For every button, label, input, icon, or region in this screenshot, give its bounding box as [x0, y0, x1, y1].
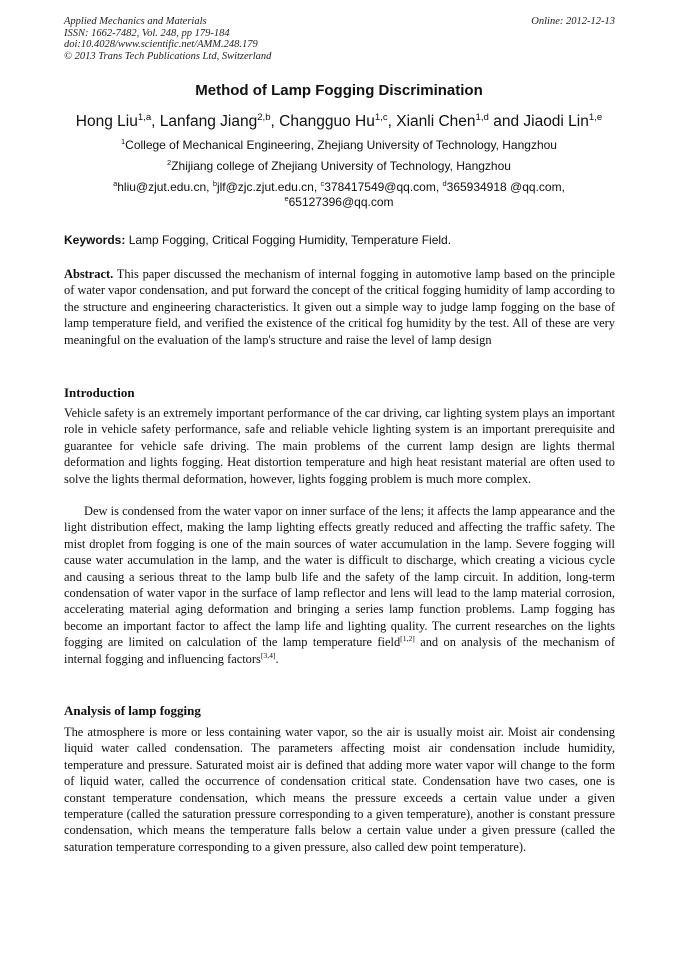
affiliation-mark: 2: [167, 158, 172, 167]
keywords: [64, 233, 615, 247]
analysis-paragraph-1: The atmosphere is more or less containing water vapor, so the air is usually moist air. Moist air condensing liquid water called condensation. The parameters affecting moist air condensation include humidity, temperature and pressure. Saturated moist air is defined that adding more water vapor will change to the form of liquid water, called the occurrence of condensation critical state. Condensation have two cases, one is constant temperature condensation, which means the pressure exceeds a certain value under a given temperature (called the saturation pressure corresponding to a given temperature), another is constant pressure condensation, which means the temperature falls below a certain value under a given pressure (called the saturation temperature corresponding to a given pressure, also called dew point temperature).: [64, 725, 615, 854]
email-c[interactable]: 378417549@qq.com,: [324, 180, 443, 194]
email-b[interactable]: jlf@zjc.zjut.edu.cn,: [216, 180, 321, 194]
affiliation-1: [0, 138, 678, 152]
affiliation-text: Zhijiang college of Zhejiang University of Technology, Hangzhou: [171, 159, 511, 173]
intro-paragraph-2-text: and on analysis of the mechanism of internal fogging and influencing factors: [64, 635, 615, 666]
section-heading-analysis: Analysis of lamp fogging: [64, 703, 201, 718]
author-name: Hong Liu: [75, 113, 138, 130]
author-name: Changguo Hu: [279, 113, 375, 130]
email-d[interactable]: 365934918 @qq.com,: [446, 180, 565, 194]
author-list: [0, 113, 678, 131]
author-separator: ,: [387, 113, 397, 130]
affiliation-text: College of Mechanical Engineering, Zhejiang University of Technology, Hangzhou: [125, 138, 557, 152]
keywords-label: Keywords:: [64, 233, 126, 247]
author-name: Xianli Chen: [396, 113, 476, 130]
author-name: Jiaodi Lin: [523, 113, 589, 130]
paper-title: Method of Lamp Fogging Discrimination: [195, 82, 483, 99]
abstract-text: This paper discussed the mechanism of internal fogging in automotive lamp based on the principle of water vapor condensation, and put forward the concept of the critical fogging humidity of lamp according to the structure and engineering characteristics. It given out a simple way to judge lamp fogging on the base of lamp temperature field, and verified the existence of the critical fog humidity by the test. All of these are very meaningful on the evaluation of the lamp's structure and raise the level of lamp design: [64, 267, 615, 347]
journal-header: [64, 16, 615, 62]
journal-name: Applied Mechanics and Materials: [64, 16, 207, 27]
citation-ref[interactable]: [3,4]: [260, 650, 276, 660]
keywords-text: Lamp Fogging, Critical Fogging Humidity, Temperature Field.: [125, 233, 452, 247]
affiliation-mark: 1: [121, 137, 126, 146]
intro-paragraph-2-text: Dew is condensed from the water vapor on inner surface of the lens; it affects the lamp appearance and the light distribution effect, making the lamp lighting effects greatly reduced and affecting the traffic safety. The mist droplet from fogging is one of the main sources of water accumulation in the lamp. Severe fogging will cause water accumulation in the lamp, and the water is difficult to discharge, which creating a vicious cycle and causing a serious threat to the lamp bulb life and the safety of the lamp circuit. In addition, long-term condensation of water vapor in the surface of lamp reflector and lens will lead to the lamp material corrosion, accelerating material aging deformation and bringing a series lamp function problems. Lamp fogging has become an important factor to affect the lamp life and lighting quality. The current researches on the lights fogging are limited on calculation of the lamp temperature field: [64, 504, 615, 650]
author-affiliation-mark: 1,e: [588, 111, 603, 123]
abstract: [64, 266, 615, 348]
author-affiliation-mark: 1,d: [475, 111, 489, 123]
author-name: Lanfang Jiang: [159, 113, 258, 130]
author-separator: ,: [151, 113, 160, 130]
author-affiliation-mark: 2,b: [257, 111, 271, 123]
intro-paragraph-2: [64, 503, 615, 667]
abstract-label: Abstract.: [64, 267, 114, 281]
email-line-2: $^e$65127396@qq.com: [284, 194, 394, 209]
intro-paragraph-2-text: .: [275, 651, 279, 666]
journal-issn: ISSN: 1662-7482, Vol. 248, pp 179-184: [64, 27, 230, 39]
author-affiliation-mark: 1,a: [137, 111, 152, 123]
email-a[interactable]: hliu@zjut.edu.cn,: [117, 180, 213, 194]
citation-ref[interactable]: [1,2]: [400, 634, 415, 644]
affiliation-2: [0, 159, 678, 173]
journal-doi: doi:10.4028/www.scientific.net/AMM.248.179: [64, 39, 258, 50]
journal-copyright: © 2013 Trans Tech Publications Ltd, Switzerland: [64, 50, 272, 62]
intro-paragraph-1: Vehicle safety is an extremely important performance of the car driving, car lighting system plays an important role in vehicle safety performance, safe and reliable vehicle lighting system is an important prerequisite and guarantee for vehicle safe driving. The main problems of the current lamp design are lights thermal deformation and lights fogging. Heat distortion temperature and high heat resistant material are often used to solve the lights thermal deformation, however, lights fogging problem is much more complex.: [64, 406, 615, 486]
author-separator: and: [488, 113, 524, 130]
section-heading-introduction: Introduction: [64, 385, 135, 400]
email-line-1: $^a$hliu@zjut.edu.cn, $^b$jlf@zjc.zjut.edu.cn, $^c$378417549@qq.com, $^d$365934918 @qq.com,: [113, 179, 565, 194]
email-e[interactable]: 65127396@qq.com: [288, 195, 394, 209]
online-date: Online: 2012-12-13: [531, 16, 615, 27]
author-separator: ,: [270, 113, 280, 130]
author-affiliation-mark: 1,c: [374, 111, 388, 123]
